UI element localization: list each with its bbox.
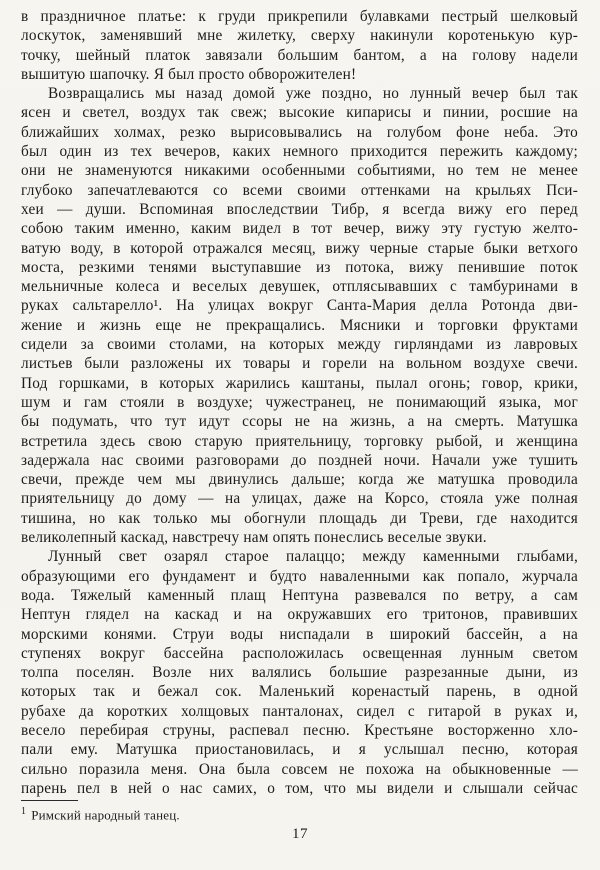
paragraph (21, 7, 578, 84)
text-line: в праздничное платье: к груди прикрепили булавками пестрый шелковый (21, 8, 578, 25)
text-line: глубоко запечатлеваются со всеми своими оттенками на крыльях Пси- (21, 181, 578, 199)
text-line: шум и гам стояли в воздухе; чужестранец, не понимающий языка, мог (21, 393, 578, 411)
text-line: вышитую шапочку. Я был просто обворожителен! (21, 65, 357, 83)
text-line: приятельницу до дому — на улицах, даже на Корсо, стояла уже полная (21, 490, 578, 508)
text-line: мельничные колеса и веселых девушек, отплясывавших с тамбуринами в (21, 278, 578, 296)
text-line: Под горшками, в которых жарились каштаны, пылал огонь; говор, крики, (21, 374, 578, 392)
text-line: парень пел в ней о нас самих, о том, что мы видели и слышали сейчас (21, 779, 578, 797)
text-line: Нептун глядел на каскад и на окружавших его тритонов, правивших (21, 606, 578, 624)
text-line: хеи — души. Вспоминая впоследствии Тибр, я всегда вижу его перед (21, 200, 578, 218)
text-line: лоскуток, заменявший мне жилетку, сверху накинули коротенькую кур- (21, 27, 578, 45)
text-line: ясен и светел, воздух так свеж; высокие кипарисы и пинии, росшие на (21, 104, 578, 122)
text-line: тишина, но как только мы обогнули площадь ди Треви, где находится (21, 509, 578, 527)
text-line: они не знаменуются никакими особенными событиями, но тем не менее (21, 162, 578, 180)
text-line: сидели за своими столами, на которых между гирляндами из лавровых (21, 336, 578, 354)
text-line: руках сальтарелло¹. На улицах вокруг Санта-Мария делла Ротонда дви- (21, 297, 578, 315)
text-line: весело перебирая струны, распевал песню. Крестьяне восторженно хло- (21, 721, 578, 739)
text-line: жение и жизнь еще не прекращались. Мясники и торговки фруктами (21, 316, 578, 334)
text-line: Лунный свет озарял старое палаццо; между каменными глыбами, (48, 548, 578, 566)
text-line: задержала нас своими разговорами до поздней ночи. Начали уже тушить (21, 451, 578, 469)
text-line: великолепный каскад, навстречу нам опять понеслись веселые звуки. (21, 529, 487, 547)
text-line: рубахе да коротких холщовых панталонах, сидел с гитарой в руках и, (21, 702, 578, 720)
footnote-marker: 1 (21, 806, 27, 818)
footnote-text-line (21, 804, 578, 823)
text-line: Возвращались мы назад домой уже поздно, но лунный вечер был так (48, 85, 578, 103)
text-line: встретила здесь свою старую приятельницу, торговку рыбой, и женщина (21, 432, 578, 450)
text-line: ближайших холмах, резко вырисовывались на голубом фоне неба. Это (21, 123, 578, 141)
text-line: образующими его фундамент и будто наваленными как попало, журчала (21, 567, 578, 585)
text-line: толпа поселян. Возле них валялись большие разрезанные дыни, из (21, 664, 578, 682)
text-line: вода. Тяжелый каменный плащ Нептуна развевался по ветру, а сам (21, 586, 578, 604)
text-line: ватую воду, в которой отражался месяц, вижу черные старые быки ветхого (21, 239, 578, 257)
text-line: которых так и бежал сок. Маленький коренастый парень, в одной (21, 683, 578, 701)
text-line: свечи, прежде чем мы двинулись дальше; когда же матушка проводила (21, 471, 578, 489)
text-line: ступенях вокруг бассейна расположилась освещенная лунным светом (21, 644, 578, 662)
footnote (21, 800, 578, 823)
paragraph (21, 547, 578, 798)
text-line: сильно поразила меня. Она была совсем не похожа на обыкновенные — (21, 760, 578, 778)
page-number: 17 (292, 826, 308, 842)
text-line: собою таким именно, каким видел в тот вечер, вижу эту густую желто- (21, 220, 578, 238)
text-line: бы подумать, что тут идут ссоры не на жизнь, а на смерть. Матушка (21, 413, 578, 431)
footnote-rule (21, 800, 78, 801)
text-line: листьев были разложены их товары и горели на вольном воздухе свечи. (21, 355, 578, 373)
text-line: морскими конями. Струи воды ниспадали в широкий бассейн, а на (21, 625, 578, 643)
main-text-block (21, 7, 578, 824)
text-line: был один из тех вечеров, каких немного приходится пережить каждому; (21, 143, 578, 161)
paragraph (21, 84, 578, 547)
footnote-text: Римский народный танец. (31, 807, 180, 823)
text-line: пали ему. Матушка приостановилась, и я услышал песню, которая (21, 741, 578, 759)
text-line: моста, резкими тенями выступавшие из потока, вижу пенившие поток (21, 258, 578, 276)
text-line: точку, шейный платок завязали большим бантом, а на голову надели (21, 46, 578, 64)
